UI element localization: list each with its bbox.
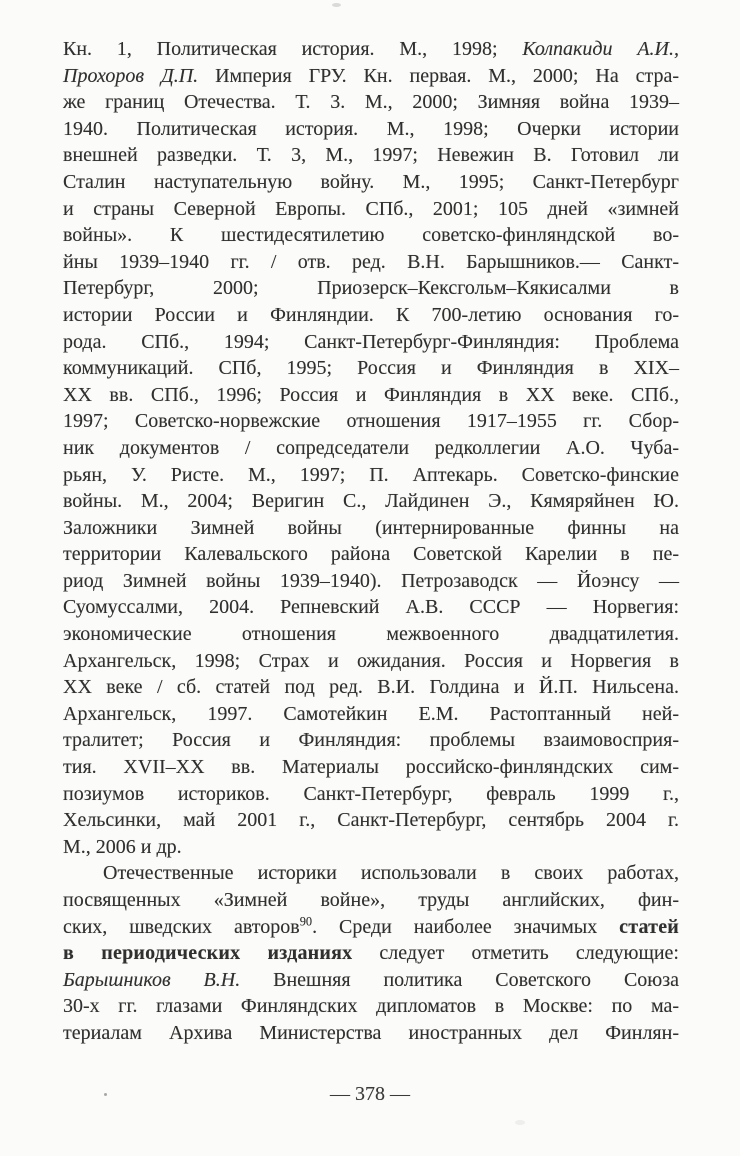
text-segment: позиумов историков. Санкт-Петербург, февраль 1999 г., bbox=[63, 782, 679, 805]
text-line bbox=[63, 914, 679, 941]
text-segment: войны». К шестидесятилетию советско-финляндской во- bbox=[63, 224, 679, 247]
text-line bbox=[63, 63, 679, 90]
text-line bbox=[63, 807, 679, 834]
text-line bbox=[63, 541, 679, 568]
text-segment: статей bbox=[619, 915, 679, 938]
text-segment: экономические отношения межвоенного двадцатилетия. bbox=[63, 623, 679, 646]
text-segment: в периодических изданиях bbox=[63, 942, 353, 965]
text-line bbox=[63, 36, 679, 63]
text-line bbox=[63, 435, 679, 462]
text-line bbox=[63, 621, 679, 648]
text-line bbox=[63, 382, 679, 409]
text-segment: истории России и Финляндии. К 700-летию основания го- bbox=[63, 303, 679, 326]
text-segment: Петербург, 2000; Приозерск–Кексгольм–Кякисалми в bbox=[63, 277, 679, 300]
text-line bbox=[63, 967, 679, 994]
text-segment: 30-х гг. глазами Финляндских дипломатов в Москве: по ма- bbox=[63, 995, 679, 1018]
text-line bbox=[63, 169, 679, 196]
text-segment: же границ Отечества. Т. 3. М., 2000; Зимняя война 1939– bbox=[63, 91, 679, 114]
scan-artifact bbox=[515, 1120, 525, 1125]
text-line bbox=[63, 488, 679, 515]
text-segment: Хельсинки, май 2001 г., Санкт-Петербург, сентябрь 2004 г. bbox=[63, 809, 679, 832]
text-line bbox=[63, 594, 679, 621]
text-segment: Архангельск, 1998; Страх и ожидания. Россия и Норвегия в bbox=[63, 649, 679, 672]
text-line bbox=[63, 515, 679, 542]
scan-artifact bbox=[104, 1093, 107, 1096]
text-segment: Империя ГРУ. Кн. первая. М., 2000; На стра- bbox=[198, 64, 680, 87]
text-segment: йны 1939–1940 гг. / отв. ред. В.Н. Барышников.— Санкт- bbox=[63, 250, 679, 273]
text-line bbox=[63, 781, 679, 808]
text-segment: войны. М., 2004; Веригин С., Лайдинен Э., Кямяряйнен Ю. bbox=[63, 490, 679, 513]
text-segment: посвященных «Зимней войне», труды английских, фин- bbox=[63, 889, 679, 911]
text-segment: Отечественные историки использовали в своих работах, bbox=[103, 862, 679, 885]
page-number: — 378 — bbox=[330, 1083, 410, 1105]
text-line bbox=[63, 355, 679, 382]
text-segment: Прохоров Д.П. bbox=[63, 64, 199, 87]
text-segment: Колпакиди А.И., bbox=[522, 38, 679, 60]
text-segment: . Среди наиболее значимых bbox=[312, 915, 620, 938]
text-segment: 1997; Советско-норвежские отношения 1917–1955 гг. Сбор- bbox=[63, 410, 679, 433]
text-line bbox=[63, 302, 679, 329]
text-line bbox=[63, 568, 679, 595]
text-line bbox=[63, 329, 679, 356]
text-segment: риод Зимней войны 1939–1940). Петрозаводск — Йоэнсу — bbox=[63, 569, 679, 592]
text-segment: XX вв. СПб., 1996; Россия и Финляндия в XX веке. СПб., bbox=[63, 383, 679, 406]
text-line bbox=[63, 196, 679, 223]
text-line bbox=[63, 1020, 679, 1047]
text-segment: территории Калевальского района Советской Карелии в пе- bbox=[63, 543, 679, 566]
text-segment: коммуникаций. СПб, 1995; Россия и Финляндия в XIX– bbox=[63, 357, 679, 380]
text-segment: внешней разведки. Т. 3, М., 1997; Невежин В. Готовил ли bbox=[63, 144, 679, 167]
text-line bbox=[63, 222, 679, 249]
text-segment: Заложники Зимней войны (интернированные финны на bbox=[63, 516, 679, 539]
text-segment: Сталин наступательную войну. М., 1995; Санкт-Петербург bbox=[63, 170, 679, 193]
text-line bbox=[63, 993, 679, 1020]
text-segment: Архангельск, 1997. Самотейкин Е.М. Растоптанный ней- bbox=[63, 702, 679, 725]
text-segment: тия. XVII–XX вв. Материалы российско-финляндских сим- bbox=[63, 756, 679, 779]
text-segment: и страны Северной Европы. СПб., 2001; 105 дней «зимней bbox=[63, 197, 679, 220]
text-segment: следует отметить следующие: bbox=[352, 942, 679, 965]
text-segment: Кн. 1, Политическая история. М., 1998; bbox=[63, 38, 523, 60]
paragraph bbox=[63, 36, 679, 860]
text-segment: ских, шведских авторов bbox=[63, 915, 300, 938]
text-line bbox=[63, 275, 679, 302]
text-line bbox=[63, 940, 679, 967]
text-line bbox=[63, 408, 679, 435]
text-line bbox=[63, 701, 679, 728]
footnote-reference: 90 bbox=[299, 913, 313, 928]
text-line bbox=[63, 674, 679, 701]
text-line bbox=[63, 116, 679, 143]
text-line bbox=[63, 249, 679, 276]
scan-artifact bbox=[332, 3, 341, 7]
text-segment: рода. СПб., 1994; Санкт-Петербург-Финляндия: Проблема bbox=[63, 330, 679, 353]
text-segment: териалам Архива Министерства иностранных дел Финлян- bbox=[63, 1021, 679, 1044]
paragraph bbox=[63, 860, 679, 1046]
text-segment: XX веке / сб. статей под ред. В.И. Голдина и Й.П. Нильсена. bbox=[63, 676, 679, 699]
text-line bbox=[63, 648, 679, 675]
text-line bbox=[63, 754, 679, 781]
text-line bbox=[63, 89, 679, 116]
text-segment: Внешняя политика Советского Союза bbox=[240, 968, 680, 991]
text-segment: тралитет; Россия и Финляндия: проблемы взаимовосприя- bbox=[63, 729, 679, 752]
text-line bbox=[63, 727, 679, 754]
text-segment: рьян, У. Ристе. М., 1997; П. Аптекарь. Советско-финские bbox=[63, 463, 679, 486]
text-line bbox=[63, 860, 679, 887]
text-segment: 1940. Политическая история. М., 1998; Очерки истории bbox=[63, 117, 679, 140]
text-line bbox=[63, 834, 679, 861]
text-block bbox=[63, 36, 679, 1047]
text-segment: ник документов / сопредседатели редколлегии А.О. Чуба- bbox=[63, 436, 679, 459]
text-segment: М., 2006 и др. bbox=[63, 835, 182, 858]
text-segment: Барышников В.Н. bbox=[63, 968, 241, 991]
text-line bbox=[63, 142, 679, 169]
text-line bbox=[63, 887, 679, 914]
text-line bbox=[63, 462, 679, 489]
text-segment: Суомуссалми, 2004. Репневский А.В. СССР — Норвегия: bbox=[63, 596, 679, 619]
